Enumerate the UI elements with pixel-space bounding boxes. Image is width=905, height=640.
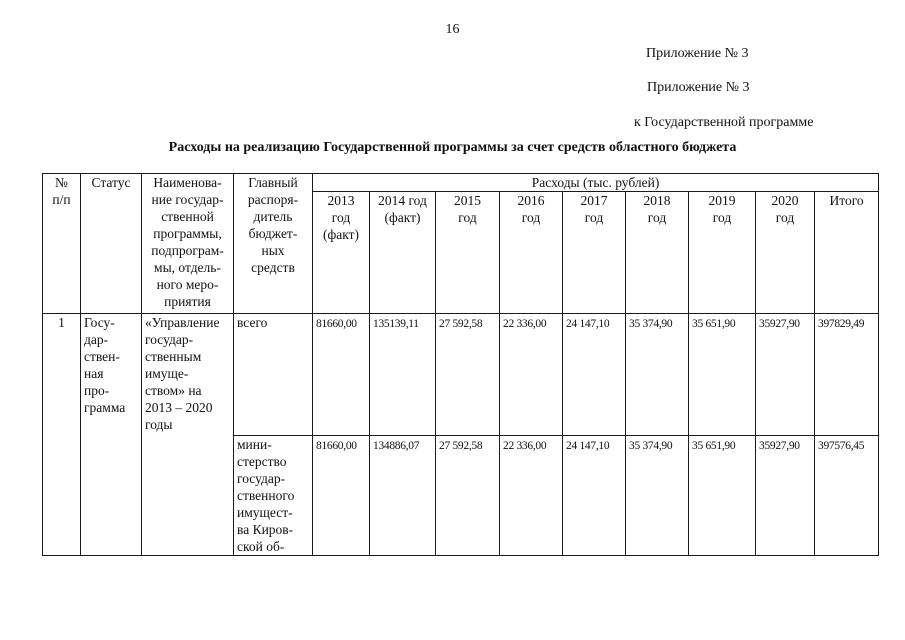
appendix-label: Приложение № 3 [646,46,749,61]
header-year: 2018 год [626,192,689,314]
header-num: № п/п [43,174,81,314]
value-cell: 134886,07 [370,436,436,556]
header-year: 2015 год [436,192,500,314]
header-year: 2020 год [756,192,815,314]
value-cell: 27 592,58 [436,436,500,556]
program-name: «Управление государ- ственным имуще- ством» на 2013 – 2020 годы [142,314,234,556]
header-year: 2019 год [689,192,756,314]
program-status: Госу- дар- ствен- ная про- грамма [81,314,142,556]
header-name: Наименова- ние государ- ственной программы, подпрограм- мы, отдель- ного меро- приятия [142,174,234,314]
value-cell: 35 651,90 [689,314,756,436]
appendix-subtitle: к Государственной программе [634,115,814,130]
header-year: 2014 год (факт) [370,192,436,314]
value-cell: 27 592,58 [436,314,500,436]
value-cell: 35927,90 [756,436,815,556]
value-cell: 22 336,00 [500,314,563,436]
appendix-label: Приложение № 3 [647,80,750,95]
header-year: 2016 год [500,192,563,314]
manager-cell: всего [234,314,313,436]
expenses-table [42,173,879,556]
value-cell: 22 336,00 [500,436,563,556]
value-cell: 35 374,90 [626,436,689,556]
header-manager: Главный распоря- дитель бюджет- ных средств [234,174,313,314]
header-expenses: Расходы (тыс. рублей) [313,174,879,192]
value-cell: 35927,90 [756,314,815,436]
header-year: 2013 год (факт) [313,192,370,314]
value-cell: 35 651,90 [689,436,756,556]
total-cell: 397829,49 [815,314,879,436]
row-number: 1 [43,314,81,556]
value-cell: 81660,00 [313,314,370,436]
header-status: Статус [81,174,142,314]
value-cell: 81660,00 [313,436,370,556]
manager-cell: мини- стерство государ- ственного имущест- ва Киров- ской об- [234,436,313,556]
table-row [43,314,879,436]
document-title: Расходы на реализацию Государственной программы за счет средств областного бюджета [168,140,737,155]
total-cell: 397576,45 [815,436,879,556]
value-cell: 24 147,10 [563,436,626,556]
header-total: Итого [815,192,879,314]
value-cell: 135139,11 [370,314,436,436]
page-number: 16 [445,22,460,37]
value-cell: 35 374,90 [626,314,689,436]
header-year: 2017 год [563,192,626,314]
value-cell: 24 147,10 [563,314,626,436]
